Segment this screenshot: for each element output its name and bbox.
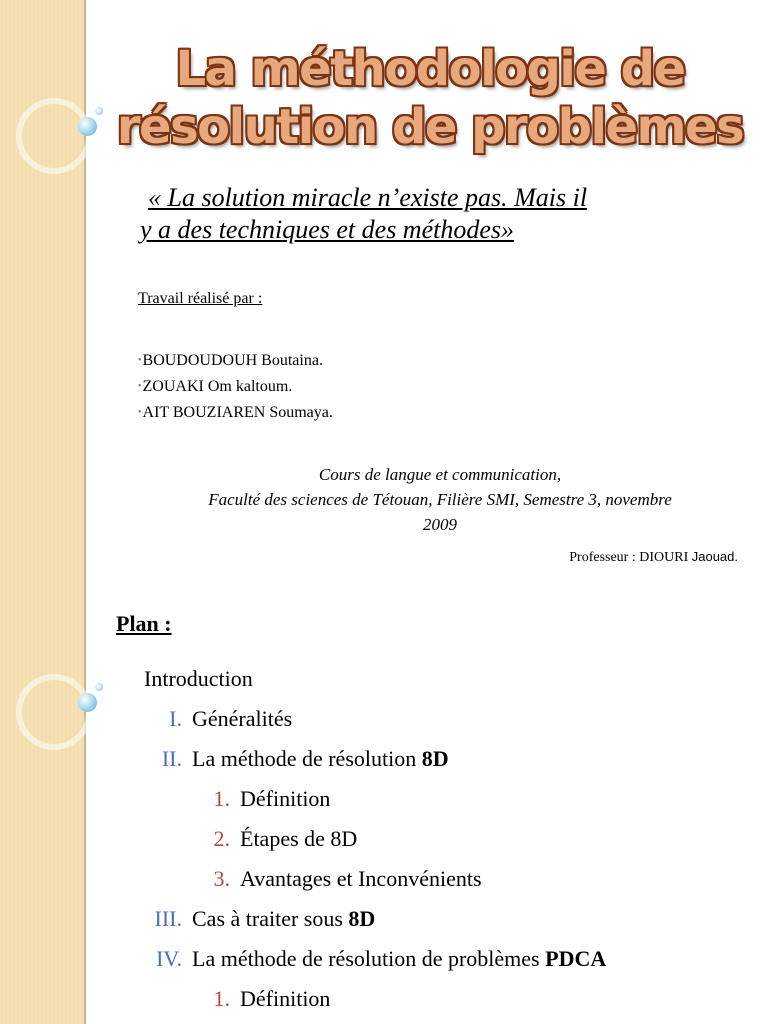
outline-number: 1. [213, 786, 230, 811]
outline-number: II. [161, 746, 182, 771]
outline-item [144, 859, 764, 899]
outline-emphasis: PDCA [545, 946, 607, 971]
outline-emphasis: 8D [348, 906, 376, 931]
outline-text: Généralités [192, 706, 293, 731]
outline-item [144, 819, 764, 859]
quote [140, 182, 740, 246]
plan-title: Plan : [116, 611, 172, 636]
decorative-bubble-icon [78, 693, 97, 712]
decorative-bubble-icon [78, 117, 97, 136]
outline-text: Étapes de 8D [240, 826, 358, 851]
outline-item [144, 659, 764, 699]
author-item: • AIT BOUZIAREN Soumaya. [138, 400, 333, 426]
outline-number: I. [169, 706, 182, 731]
outline-text: Introduction [144, 666, 253, 691]
quote-line: y a des techniques et des méthodes» [140, 215, 515, 244]
main-title [100, 40, 760, 156]
outline-number: 1. [213, 986, 230, 1011]
decorative-side-band [0, 576, 84, 1024]
credit-label: Travail réalisé par : [138, 290, 263, 307]
outline-item [144, 779, 764, 819]
title-line: La méthodologie de [175, 41, 685, 97]
outline-text: La méthode de résolution [192, 746, 422, 771]
outline-number: IV. [156, 946, 182, 971]
author-item: • ZOUAKI Om kaltoum. [138, 374, 333, 400]
decorative-small-bubble-icon [95, 683, 103, 691]
outline-number: 2. [213, 826, 230, 851]
side-band-edge [84, 576, 86, 1024]
outline-item [144, 899, 764, 939]
course-info [130, 462, 750, 537]
outline-number: 3. [213, 866, 230, 891]
outline-item [144, 979, 764, 1019]
quote-line: « La solution miracle n’existe pas. Mais il [148, 183, 588, 212]
outline-emphasis: 8D [421, 746, 449, 771]
decorative-ring-icon [16, 674, 92, 750]
professor-prefix: Professeur : DIOURI [569, 550, 692, 565]
title-line: résolution de problèmes [116, 99, 744, 155]
author-item: • BOUDOUDOUH Boutaina. [138, 348, 333, 374]
outline-text: La méthode de résolution de problèmes [192, 946, 546, 971]
outline-item [144, 739, 764, 779]
outline-list [144, 659, 764, 1019]
outline-item [144, 699, 764, 739]
outline-item [144, 939, 764, 979]
side-band-edge [84, 0, 86, 576]
course-line: Cours de langue et communication, [318, 465, 562, 484]
author-list [138, 348, 333, 426]
course-line: 2009 [423, 515, 457, 534]
outline-text: Avantages et Inconvénients [240, 866, 482, 891]
professor-line [569, 549, 738, 566]
course-line: Faculté des sciences de Tétouan, Filière SMI, Semestre 3, novembre [208, 490, 672, 509]
plan-slide [0, 576, 768, 1024]
outline-number: III. [154, 906, 182, 931]
outline-text: Cas à traiter sous [192, 906, 349, 931]
outline-text: Définition [240, 786, 331, 811]
outline-text: Définition [240, 986, 331, 1011]
professor-name: Jaouad. [691, 549, 738, 564]
decorative-side-band [0, 0, 84, 576]
decorative-ring-icon [16, 98, 92, 174]
